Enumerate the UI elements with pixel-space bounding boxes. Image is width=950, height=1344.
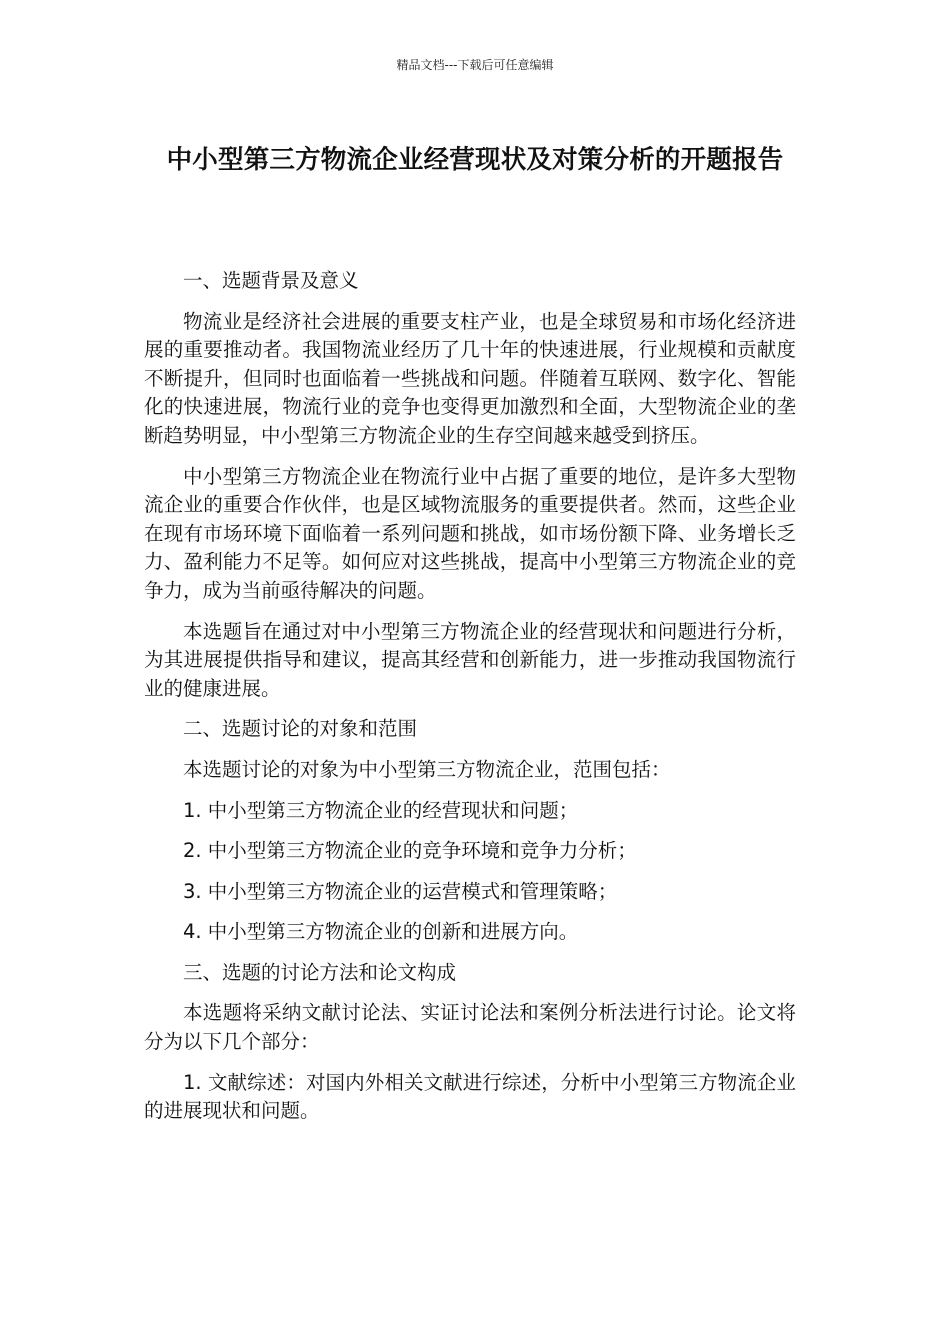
body-paragraph: 本选题旨在通过对中小型第三方物流企业的经营现状和问题进行分析，为其进展提供指导和建议，提高其经营和创新能力，进一步推动我国物流行业的健康进展。 bbox=[144, 619, 796, 700]
section-heading-3: 三、选题的讨论方法和论文构成 bbox=[183, 960, 457, 984]
document-title: 中小型第三方物流企业经营现状及对策分析的开题报告 bbox=[166, 145, 784, 175]
body-paragraph: 本选题讨论的对象为中小型第三方物流企业，范围包括： bbox=[183, 757, 671, 781]
list-item: 3. 中小型第三方物流企业的运营模式和管理策略； bbox=[183, 879, 618, 903]
list-item: 1. 中小型第三方物流企业的经营现状和问题； bbox=[183, 798, 579, 822]
list-item: 4. 中小型第三方物流企业的创新和进展方向。 bbox=[183, 920, 579, 944]
body-paragraph: 物流业是经济社会进展的重要支柱产业，也是全球贸易和市场化经济进展的重要推动者。我国物流业经历了几十年的快速进展，行业规模和贡献度不断提升，但同时也面临着一些挑战和问题。伴随着互联网、数字化、智能化的快速进展，物流行业的竞争也变得更加激烈和全面，大型物流企业的垄断趋势明显，中小型第三方物流企业的生存空间越来越受到挤压。 bbox=[144, 309, 796, 447]
body-paragraph: 本选题将采纳文献讨论法、实证讨论法和案例分析法进行讨论。论文将分为以下几个部分： bbox=[144, 1001, 796, 1054]
document-body bbox=[144, 267, 796, 1138]
section-heading-1: 一、选题背景及意义 bbox=[183, 269, 359, 292]
list-item: 2. 中小型第三方物流企业的竞争环境和竞争力分析； bbox=[183, 839, 637, 863]
section-heading-2: 二、选题讨论的对象和范围 bbox=[183, 717, 418, 741]
list-item: 1. 文献综述：对国内外相关文献进行综述，分析中小型第三方物流企业的进展现状和问题。 bbox=[144, 1070, 796, 1123]
body-paragraph: 中小型第三方物流企业在物流行业中占据了重要的地位，是许多大型物流企业的重要合作伙伴，也是区域物流服务的重要提供者。然而，这些企业在现有市场环境下面临着一系列问题和挑战，如市场份额下降、业务增长乏力、盈利能力不足等。如何应对这些挑战，提高中小型第三方物流企业的竞争力，成为当前亟待解决的问题。 bbox=[144, 464, 796, 602]
page-header: 精品文档---下载后可任意编辑 bbox=[396, 58, 554, 72]
